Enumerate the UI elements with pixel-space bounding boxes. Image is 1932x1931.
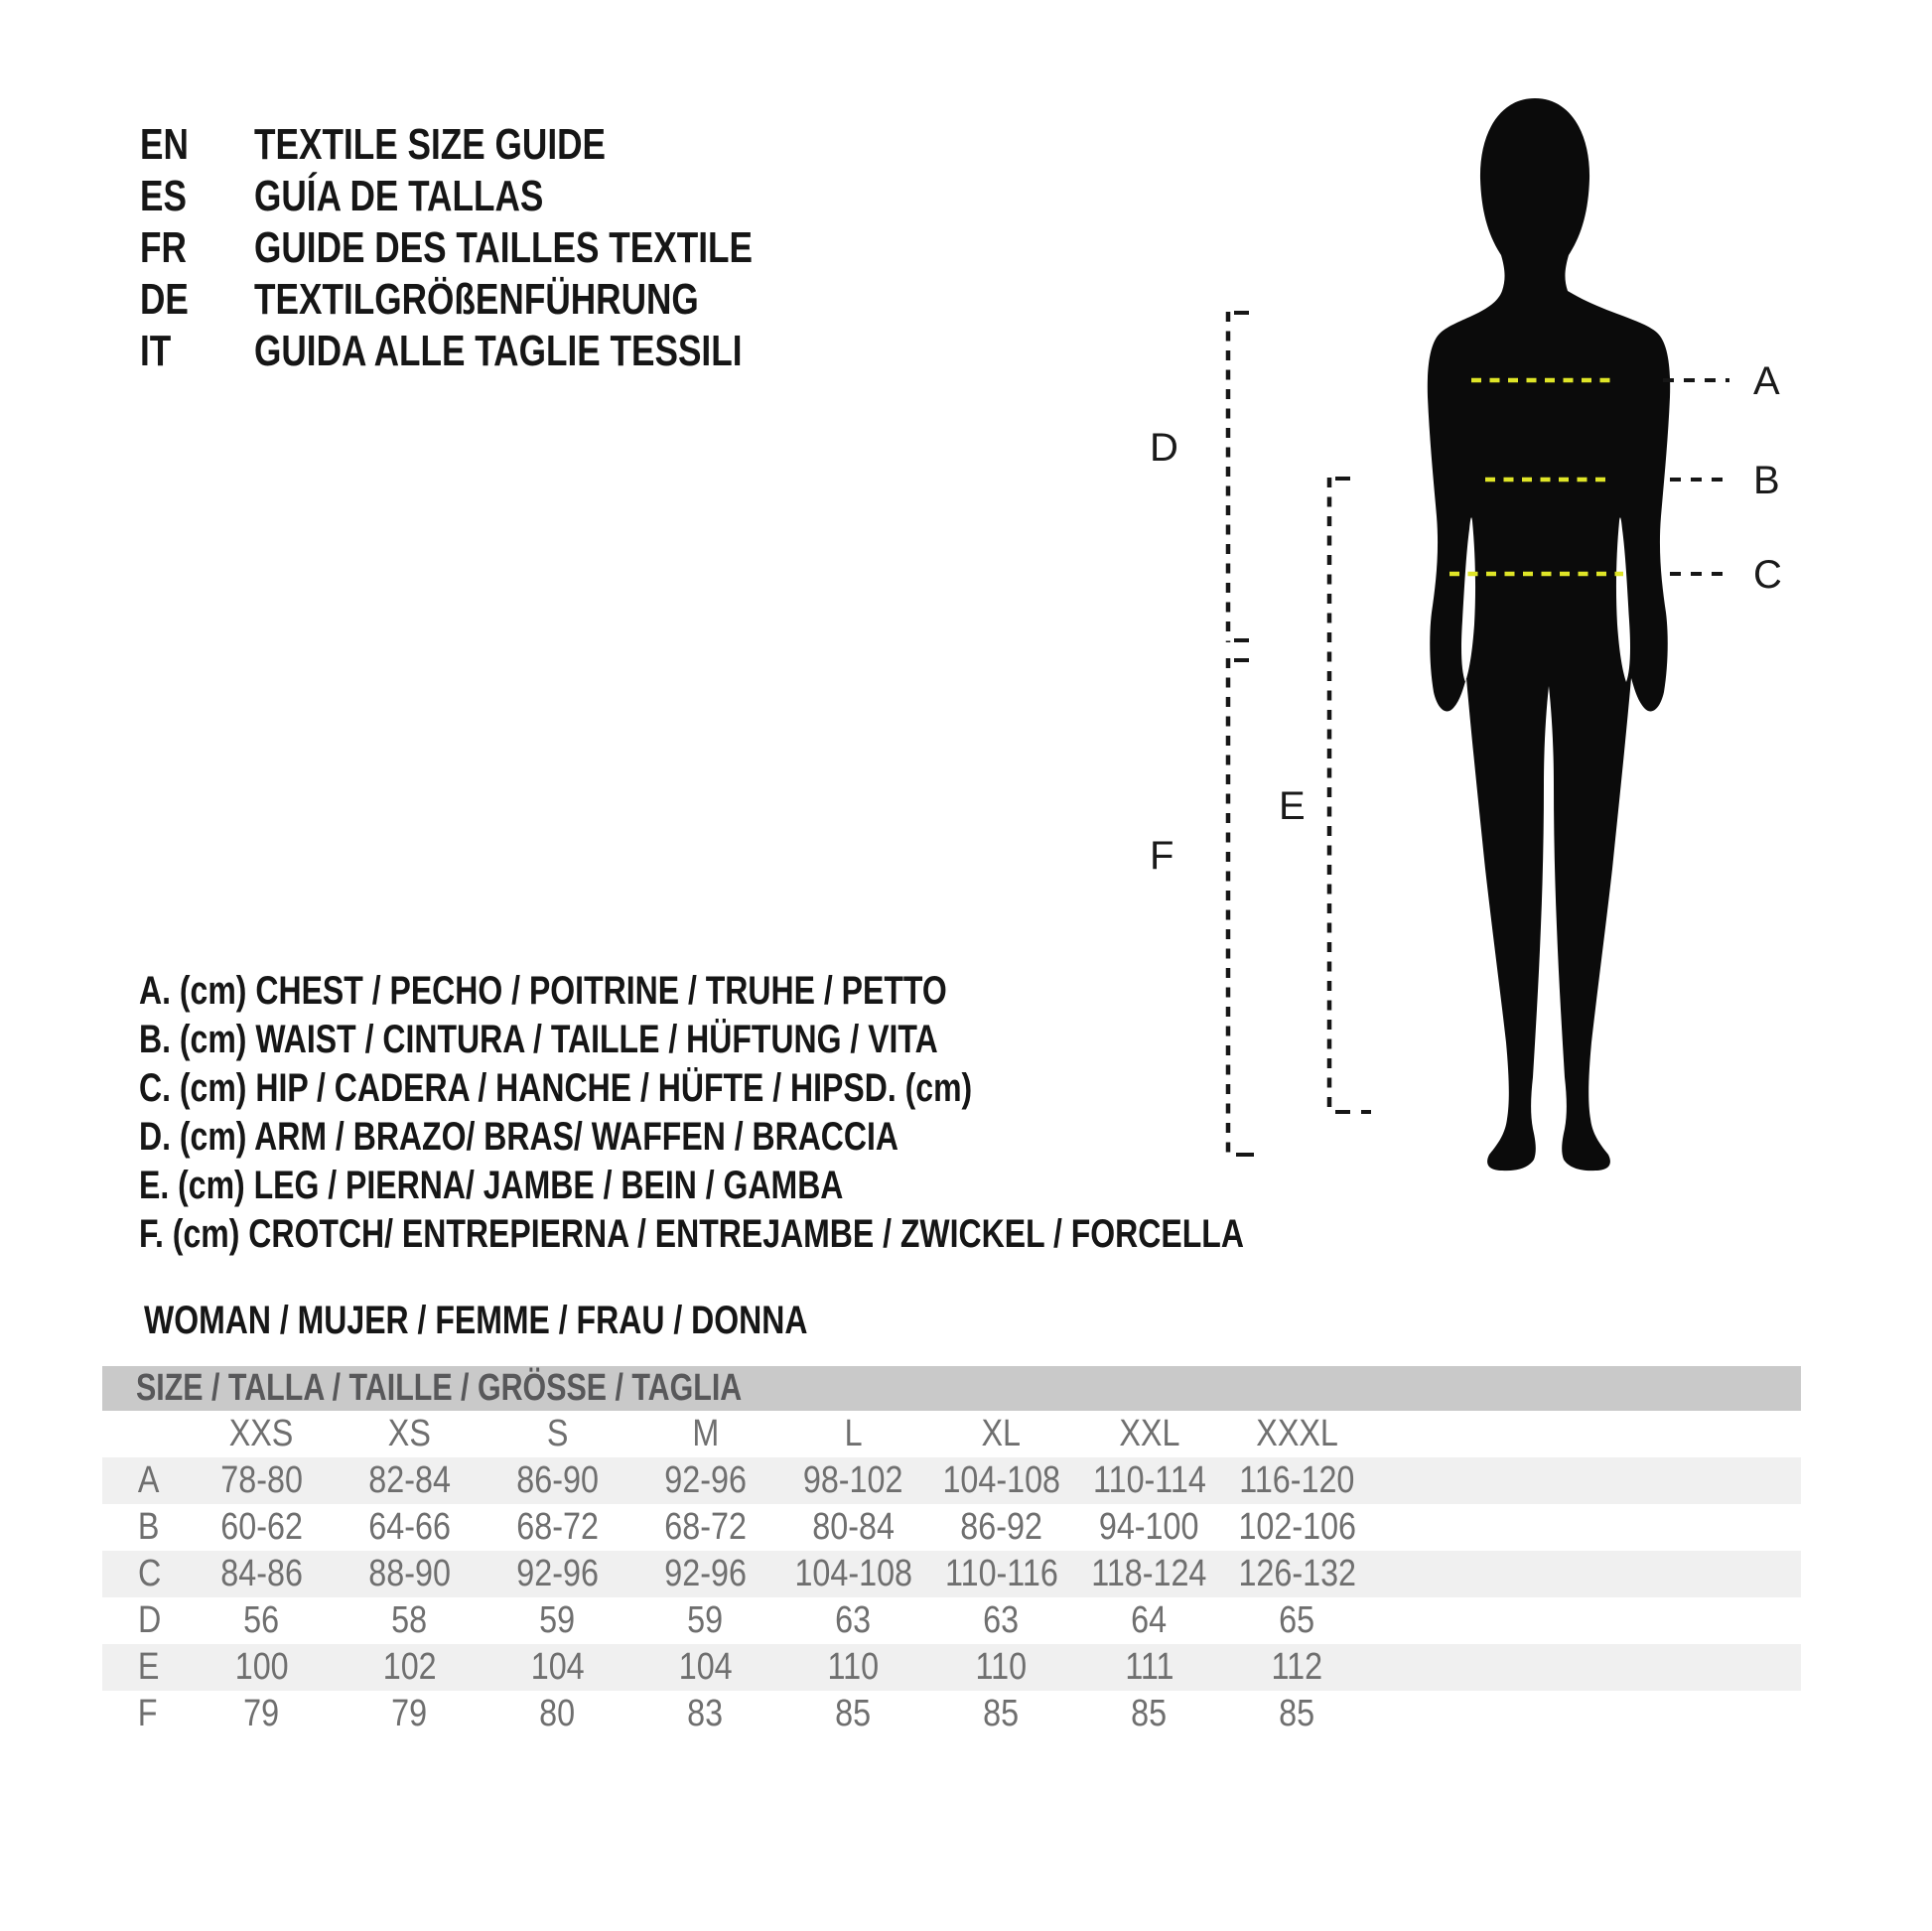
guide-title: GUIDE DES TAILLES TEXTILE [254, 223, 753, 272]
value-cell: 110 [827, 1646, 880, 1688]
size-col-xxxl: XXXL [1256, 1413, 1338, 1454]
value-cell: 116-120 [1239, 1459, 1355, 1501]
value-cell: 118-124 [1091, 1553, 1207, 1594]
value-cell: 104-108 [942, 1459, 1060, 1501]
row-label: C [138, 1553, 162, 1594]
value-cell: 110-116 [944, 1553, 1058, 1594]
lang-code: IT [140, 327, 172, 375]
size-header-row [102, 1411, 1801, 1457]
size-col-xxs: XXS [229, 1413, 294, 1454]
value-cell: 110 [975, 1646, 1028, 1688]
value-cell: 82-84 [368, 1459, 451, 1501]
legend-line-waist: B. (cm) WAIST / CINTURA / TAILLE / HÜFTUNG / VITA [139, 1018, 938, 1061]
value-cell: 102 [382, 1646, 437, 1688]
value-cell: 110-114 [1092, 1459, 1206, 1501]
value-cell: 83 [687, 1693, 724, 1734]
row-label: D [138, 1599, 162, 1641]
value-cell: 80-84 [812, 1506, 895, 1548]
value-cell: 85 [983, 1693, 1020, 1734]
value-cell: 104 [530, 1646, 585, 1688]
size-col-m: M [692, 1413, 719, 1454]
legend-line-hip: C. (cm) HIP / CADERA / HANCHE / HÜFTE / HIPSD. (cm) [139, 1066, 973, 1110]
value-cell: 94-100 [1099, 1506, 1199, 1548]
value-cell: 60-62 [220, 1506, 303, 1548]
value-cell: 58 [391, 1599, 428, 1641]
table-row-chest [102, 1457, 1801, 1504]
row-label: F [137, 1693, 158, 1734]
size-col-xxl: XXL [1118, 1413, 1180, 1454]
size-col-xs: XS [387, 1413, 432, 1454]
value-cell: 126-132 [1238, 1553, 1356, 1594]
value-cell: 102-106 [1238, 1506, 1356, 1548]
value-cell: 64 [1131, 1599, 1168, 1641]
label-hip-C: C [1753, 553, 1782, 597]
value-cell: 98-102 [803, 1459, 903, 1501]
guide-title: GUÍA DE TALLAS [254, 172, 544, 220]
value-cell: 100 [234, 1646, 289, 1688]
language-title-block [140, 119, 877, 377]
size-col-l: L [844, 1413, 863, 1454]
label-crotch-F: F [1150, 834, 1174, 878]
value-cell: 85 [1131, 1693, 1168, 1734]
value-cell: 84-86 [220, 1553, 303, 1594]
table-row-waist [102, 1504, 1801, 1551]
value-cell: 68-72 [664, 1506, 747, 1548]
value-cell: 92-96 [516, 1553, 599, 1594]
table-row-hip [102, 1551, 1801, 1597]
row-label: B [137, 1506, 160, 1548]
legend-line-leg: E. (cm) LEG / PIERNA/ JAMBE / BEIN / GAMBA [139, 1164, 844, 1207]
value-cell: 63 [983, 1599, 1020, 1641]
value-cell: 68-72 [516, 1506, 599, 1548]
size-col-s: S [546, 1413, 569, 1454]
value-cell: 85 [1279, 1693, 1315, 1734]
legend-line-chest: A. (cm) CHEST / PECHO / POITRINE / TRUHE / PETTO [139, 969, 947, 1013]
size-table-header-band: SIZE / TALLA / TAILLE / GRÖSSE / TAGLIA [102, 1366, 1801, 1411]
value-cell: 88-90 [368, 1553, 451, 1594]
row-label: A [137, 1459, 160, 1501]
value-cell: 79 [391, 1693, 428, 1734]
value-cell: 63 [835, 1599, 872, 1641]
size-table [102, 1366, 1801, 1737]
table-row-leg [102, 1644, 1801, 1691]
legend-line-arm: D. (cm) ARM / BRAZO/ BRAS/ WAFFEN / BRACCIA [139, 1115, 899, 1159]
value-cell: 86-92 [960, 1506, 1042, 1548]
table-row-crotch [102, 1691, 1801, 1737]
size-col-xl: XL [981, 1413, 1022, 1454]
lang-code: FR [140, 223, 187, 272]
value-cell: 79 [243, 1693, 280, 1734]
legend-line-crotch: F. (cm) CROTCH/ ENTREPIERNA / ENTREJAMBE / ZWICKEL / FORCELLA [139, 1212, 1244, 1256]
value-cell: 111 [1124, 1646, 1174, 1688]
lang-code: EN [140, 120, 189, 169]
value-cell: 92-96 [664, 1553, 747, 1594]
value-cell: 92-96 [664, 1459, 747, 1501]
value-cell: 85 [835, 1693, 872, 1734]
table-row-arm [102, 1597, 1801, 1644]
guide-title: GUIDA ALLE TAGLIE TESSILI [254, 327, 743, 375]
label-arm-D: D [1150, 426, 1178, 470]
value-cell: 64-66 [368, 1506, 451, 1548]
value-cell: 80 [539, 1693, 576, 1734]
label-chest-A: A [1753, 359, 1780, 403]
value-cell: 86-90 [516, 1459, 599, 1501]
label-leg-E: E [1279, 784, 1306, 828]
value-cell: 104-108 [794, 1553, 912, 1594]
measurement-legend [139, 967, 1520, 1259]
lang-code: ES [140, 172, 187, 220]
gender-heading: WOMAN / MUJER / FEMME / FRAU / DONNA [144, 1299, 808, 1342]
value-cell: 59 [539, 1599, 576, 1641]
value-cell: 59 [687, 1599, 724, 1641]
value-cell: 104 [678, 1646, 733, 1688]
label-waist-B: B [1753, 459, 1780, 502]
row-label: E [137, 1646, 160, 1688]
value-cell: 112 [1271, 1646, 1323, 1688]
value-cell: 65 [1279, 1599, 1315, 1641]
lang-code: DE [140, 275, 189, 324]
value-cell: 56 [243, 1599, 280, 1641]
guide-title: TEXTILE SIZE GUIDE [254, 120, 606, 169]
value-cell: 78-80 [220, 1459, 303, 1501]
guide-title: TEXTILGRÖßENFÜHRUNG [254, 275, 699, 324]
